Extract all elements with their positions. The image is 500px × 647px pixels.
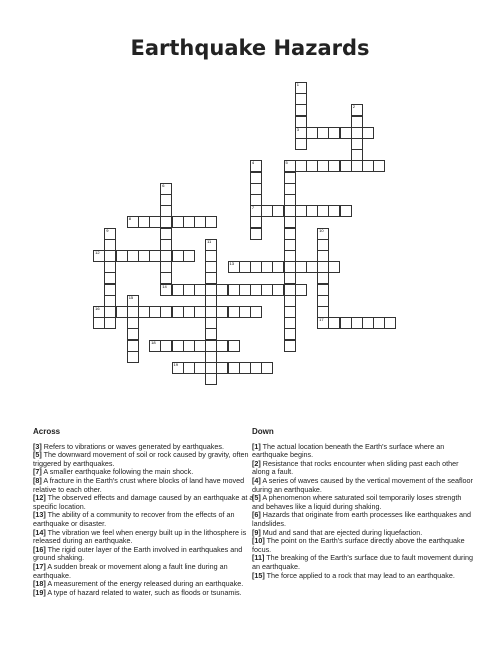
crossword-cell[interactable] — [351, 160, 363, 172]
crossword-cell[interactable] — [127, 328, 139, 340]
clue-number: [3] — [33, 441, 42, 451]
clue-number-label: 12 — [95, 249, 100, 255]
clue-number-label: 14 — [162, 283, 167, 289]
crossword-cell[interactable] — [384, 317, 396, 329]
clue-number: [16] — [33, 544, 46, 554]
crossword-cell[interactable] — [284, 317, 296, 329]
crossword-cell[interactable] — [104, 272, 116, 284]
crossword-cell[interactable] — [284, 250, 296, 262]
crossword-cell[interactable] — [362, 317, 374, 329]
clue-text: A type of hazard related to water, such as floods or tsunamis. — [47, 587, 242, 597]
clue-number-label: 2 — [352, 104, 355, 110]
crossword-cell[interactable] — [228, 284, 240, 296]
clue-text: Mud and sand that are ejected during liquefaction. — [262, 527, 423, 537]
across-clues — [33, 428, 258, 597]
crossword-cell[interactable] — [183, 340, 195, 352]
crossword-cell[interactable] — [340, 317, 352, 329]
clue-number-label: 17 — [319, 317, 324, 323]
crossword-cell[interactable] — [138, 216, 150, 228]
crossword-cell[interactable] — [205, 261, 217, 273]
clue-text: Hazards that originate from earth processes like earthquakes and landslides. — [252, 510, 471, 528]
crossword-cell[interactable] — [261, 284, 273, 296]
clue-number-label: 13 — [229, 261, 234, 267]
crossword-cell[interactable] — [127, 351, 139, 363]
clue-item — [33, 546, 258, 563]
clue-number-label: 5 — [285, 160, 288, 166]
crossword-cell[interactable] — [317, 205, 329, 217]
clue-number: [19] — [33, 587, 46, 597]
crossword-cell[interactable] — [295, 116, 307, 128]
clue-number-label: 4 — [251, 160, 255, 166]
crossword-cell[interactable] — [216, 340, 228, 352]
crossword-cell[interactable] — [295, 261, 307, 273]
crossword-cell[interactable] — [160, 306, 172, 318]
crossword-cell[interactable] — [194, 362, 206, 374]
crossword-cell[interactable] — [351, 104, 363, 116]
crossword-cell[interactable] — [272, 261, 284, 273]
crossword-cell[interactable] — [295, 205, 307, 217]
crossword-cell[interactable] — [149, 250, 161, 262]
crossword-cell[interactable] — [351, 138, 363, 150]
clue-number: [14] — [33, 527, 46, 537]
crossword-cell[interactable] — [284, 328, 296, 340]
crossword-cell[interactable] — [104, 284, 116, 296]
crossword-cell[interactable] — [160, 205, 172, 217]
clue-number: [6] — [252, 510, 261, 520]
crossword-cell[interactable] — [172, 340, 184, 352]
clue-item — [33, 451, 258, 468]
crossword-cell[interactable] — [127, 317, 139, 329]
clue-number: [5] — [33, 450, 42, 460]
clue-text: The point on the Earth's surface directly above the earthquake focus. — [252, 536, 465, 554]
clue-text: A fracture in the Earth's crust where blocks of land have moved relative to each other. — [33, 475, 245, 494]
crossword-cell[interactable] — [216, 362, 228, 374]
crossword-cell[interactable] — [272, 205, 284, 217]
crossword-cell[interactable] — [351, 149, 363, 161]
crossword-cell[interactable] — [373, 160, 385, 172]
crossword-cell[interactable] — [306, 160, 318, 172]
clue-text: The actual location beneath the Earth's surface where an earthquake begins. — [252, 441, 445, 460]
crossword-cell[interactable] — [228, 261, 240, 273]
crossword-cell[interactable] — [328, 160, 340, 172]
clue-text: The ability of a community to recover from the effects of an earthquake or disaster. — [33, 510, 235, 528]
crossword-cell[interactable] — [295, 127, 307, 139]
crossword-cell[interactable] — [127, 340, 139, 352]
clue-number: [9] — [252, 527, 261, 537]
crossword-cell[interactable] — [183, 306, 195, 318]
down-heading: Down — [252, 427, 274, 436]
crossword-cell[interactable] — [205, 216, 217, 228]
crossword-cell[interactable] — [284, 194, 296, 206]
crossword-cell[interactable] — [295, 160, 307, 172]
clue-item — [33, 529, 258, 546]
crossword-cell[interactable] — [228, 362, 240, 374]
clue-number-label: 16 — [95, 305, 100, 311]
clue-number: [18] — [33, 579, 46, 589]
crossword-cell[interactable] — [351, 127, 363, 139]
crossword-cell[interactable] — [317, 295, 329, 307]
crossword-cell[interactable] — [172, 306, 184, 318]
crossword-cell[interactable] — [317, 239, 329, 251]
crossword-cell[interactable] — [272, 284, 284, 296]
crossword-cell[interactable] — [205, 284, 217, 296]
clue-number-label: 18 — [151, 339, 156, 345]
crossword-cell[interactable] — [104, 295, 116, 307]
clue-number-label: 19 — [173, 361, 178, 367]
crossword-cell[interactable] — [228, 340, 240, 352]
page-title: Earthquake Hazards — [130, 36, 370, 60]
across-clue-list — [33, 443, 258, 598]
crossword-cell[interactable] — [116, 306, 128, 318]
crossword-cell[interactable] — [317, 250, 329, 262]
clue-number: [7] — [33, 467, 42, 477]
crossword-cell[interactable] — [295, 93, 307, 105]
crossword-cell[interactable] — [160, 183, 172, 195]
clue-number: [13] — [33, 510, 46, 520]
crossword-cell[interactable] — [205, 272, 217, 284]
clue-item — [252, 537, 474, 554]
crossword-cell[interactable] — [160, 250, 172, 262]
clue-number-label: 3 — [296, 126, 299, 132]
crossword-cell[interactable] — [160, 228, 172, 240]
crossword-cell[interactable] — [239, 306, 251, 318]
crossword-cell[interactable] — [340, 127, 352, 139]
crossword-cell[interactable] — [317, 306, 329, 318]
crossword-cell[interactable] — [351, 317, 363, 329]
crossword-cell[interactable] — [216, 306, 228, 318]
clue-number: [12] — [33, 493, 46, 503]
crossword-cell[interactable] — [250, 261, 262, 273]
crossword-cell[interactable] — [205, 328, 217, 340]
crossword-cell[interactable] — [284, 340, 296, 352]
clue-item — [252, 572, 474, 581]
crossword-cell[interactable] — [284, 306, 296, 318]
crossword-cell[interactable] — [351, 116, 363, 128]
crossword-cell[interactable] — [183, 250, 195, 262]
clue-item — [33, 563, 258, 580]
crossword-cell[interactable] — [239, 261, 251, 273]
clue-text: A sudden break or movement along a fault line during an earthquake. — [33, 561, 228, 580]
across-heading: Across — [33, 427, 61, 436]
crossword-cell[interactable] — [295, 104, 307, 116]
clue-number-label: 15 — [128, 294, 134, 300]
crossword-cell[interactable] — [104, 317, 116, 329]
crossword-cell[interactable] — [160, 284, 172, 296]
crossword-cell[interactable] — [295, 82, 307, 94]
crossword-cell[interactable] — [205, 351, 217, 363]
crossword-cell[interactable] — [250, 183, 262, 195]
crossword-cell[interactable] — [261, 261, 273, 273]
crossword-cell[interactable] — [149, 340, 161, 352]
clue-number-label: 6 — [162, 182, 165, 188]
crossword-cell[interactable] — [250, 362, 262, 374]
clue-text: A series of waves caused by the vertical movement of the seafloor during an earthquake. — [252, 475, 473, 494]
clue-text: The force applied to a rock that may lead to an earthquake. — [266, 570, 455, 580]
crossword-cell[interactable] — [317, 127, 329, 139]
crossword-cell[interactable] — [205, 362, 217, 374]
crossword-cell[interactable] — [284, 272, 296, 284]
clue-text: The observed effects and damage caused by an earthquake at a specific location. — [33, 493, 254, 511]
crossword-cell[interactable] — [239, 284, 251, 296]
crossword-cell[interactable] — [284, 205, 296, 217]
crossword-cell[interactable] — [340, 205, 352, 217]
crossword-cell[interactable] — [362, 127, 374, 139]
clue-item — [252, 494, 474, 511]
crossword-cell[interactable] — [340, 160, 352, 172]
crossword-cell[interactable] — [138, 306, 150, 318]
crossword-cell[interactable] — [250, 160, 262, 172]
crossword-cell[interactable] — [160, 194, 172, 206]
crossword-cell[interactable] — [317, 272, 329, 284]
crossword-cell[interactable] — [306, 261, 318, 273]
clue-number: [11] — [252, 553, 265, 563]
crossword-cell[interactable] — [205, 250, 217, 262]
crossword-cell[interactable] — [250, 194, 262, 206]
crossword-cell[interactable] — [127, 306, 139, 318]
crossword-cell[interactable] — [183, 216, 195, 228]
crossword-cell[interactable] — [205, 239, 217, 251]
crossword-cell[interactable] — [328, 127, 340, 139]
clue-number-label: 7 — [251, 205, 255, 211]
clue-text: Refers to vibrations or waves generated by earthquakes. — [43, 441, 224, 451]
crossword-cell[interactable] — [104, 261, 116, 273]
crossword-cell[interactable] — [127, 295, 139, 307]
crossword-cell[interactable] — [104, 228, 116, 240]
clue-text: The rigid outer layer of the Earth involved in earthquakes and ground shaking. — [33, 544, 243, 563]
crossword-cell[interactable] — [228, 306, 240, 318]
clue-number: [15] — [252, 570, 265, 580]
crossword-cell[interactable] — [284, 284, 296, 296]
crossword-cell[interactable] — [284, 172, 296, 184]
crossword-cell[interactable] — [160, 239, 172, 251]
crossword-cell[interactable] — [149, 306, 161, 318]
crossword-cell[interactable] — [183, 284, 195, 296]
crossword-cell[interactable] — [104, 239, 116, 251]
crossword-cell[interactable] — [317, 317, 329, 329]
clue-text: The downward movement of soil or rock caused by gravity, often triggered by earthquakes. — [33, 450, 249, 468]
crossword-cell[interactable] — [284, 261, 296, 273]
crossword-cell[interactable] — [261, 205, 273, 217]
clue-number-label: 11 — [207, 238, 212, 244]
crossword-cell[interactable] — [194, 306, 206, 318]
clue-item — [33, 511, 258, 528]
clue-item — [252, 460, 474, 477]
clue-item — [252, 511, 474, 528]
clue-item — [252, 477, 474, 494]
clue-number: [10] — [252, 536, 265, 546]
crossword-cell[interactable] — [160, 216, 172, 228]
crossword-cell[interactable] — [205, 317, 217, 329]
clue-number: [1] — [252, 441, 261, 451]
crossword-cell[interactable] — [284, 295, 296, 307]
clue-item — [252, 554, 474, 571]
crossword-cell[interactable] — [104, 250, 116, 262]
crossword-cell[interactable] — [373, 317, 385, 329]
crossword-cell[interactable] — [295, 284, 307, 296]
clue-number-label: 9 — [106, 227, 109, 233]
crossword-cell[interactable] — [104, 306, 116, 318]
crossword-cell[interactable] — [250, 228, 262, 240]
down-clue-list — [252, 443, 474, 581]
clue-number-label: 8 — [128, 216, 131, 222]
crossword-cell[interactable] — [317, 228, 329, 240]
crossword-cell[interactable] — [160, 340, 172, 352]
clue-number: [2] — [252, 458, 261, 468]
clue-number: [5] — [252, 493, 261, 503]
clue-item — [33, 477, 258, 494]
crossword-cell[interactable] — [216, 284, 228, 296]
clue-number-label: 1 — [296, 81, 299, 87]
crossword-cell[interactable] — [127, 216, 139, 228]
crossword-cell[interactable] — [362, 160, 374, 172]
crossword-cell[interactable] — [138, 250, 150, 262]
clue-text: Resistance that rocks encounter when sliding past each other along a fault. — [252, 458, 459, 477]
crossword-cell[interactable] — [250, 205, 262, 217]
clue-text: The breaking of the Earth's surface due to fault movement during an earthquake. — [252, 553, 473, 571]
crossword-cell[interactable] — [250, 216, 262, 228]
crossword-cell[interactable] — [149, 216, 161, 228]
clue-text: A phenomenon where saturated soil temporarily loses strength and behaves like a liquid during shaking. — [252, 493, 462, 511]
crossword-cell[interactable] — [194, 284, 206, 296]
crossword-cell[interactable] — [205, 295, 217, 307]
crossword-cell[interactable] — [250, 306, 262, 318]
clue-number-label: 10 — [319, 227, 324, 233]
crossword-cell[interactable] — [93, 317, 105, 329]
crossword-cell[interactable] — [93, 250, 105, 262]
crossword-cell[interactable] — [328, 205, 340, 217]
crossword-cell[interactable] — [328, 261, 340, 273]
crossword-cell[interactable] — [205, 373, 217, 385]
crossword-cell[interactable] — [172, 216, 184, 228]
crossword-cell[interactable] — [317, 284, 329, 296]
crossword-cell[interactable] — [295, 138, 307, 150]
clue-item — [33, 589, 258, 598]
crossword-cell[interactable] — [284, 239, 296, 251]
crossword-cell[interactable] — [306, 127, 318, 139]
crossword-cell[interactable] — [284, 216, 296, 228]
crossword-cell[interactable] — [284, 160, 296, 172]
crossword-cell[interactable] — [284, 183, 296, 195]
clue-text: A smaller earthquake following the main shock. — [43, 467, 194, 477]
crossword-cell[interactable] — [172, 250, 184, 262]
crossword-cell[interactable] — [328, 317, 340, 329]
clue-item — [252, 443, 474, 460]
crossword-cell[interactable] — [205, 306, 217, 318]
crossword-cell[interactable] — [317, 160, 329, 172]
crossword-cell[interactable] — [261, 362, 273, 374]
crossword-cell[interactable] — [239, 362, 251, 374]
crossword-cell[interactable] — [183, 362, 195, 374]
crossword-cell[interactable] — [160, 261, 172, 273]
clue-number: [4] — [252, 475, 261, 485]
crossword-cell[interactable] — [317, 261, 329, 273]
crossword-cell[interactable] — [116, 250, 128, 262]
crossword-cell[interactable] — [284, 228, 296, 240]
clue-number: [8] — [33, 475, 42, 485]
crossword-cell[interactable] — [172, 362, 184, 374]
crossword-cell[interactable] — [250, 172, 262, 184]
clue-text: The vibration we feel when energy built up in the lithosphere is released during an earthquake. — [33, 527, 247, 546]
crossword-cell[interactable] — [160, 272, 172, 284]
crossword-cell[interactable] — [306, 205, 318, 217]
clue-text: A measurement of the energy released during an earthquake. — [47, 579, 244, 589]
crossword-cell[interactable] — [194, 340, 206, 352]
crossword-cell[interactable] — [172, 284, 184, 296]
crossword-cell[interactable] — [250, 284, 262, 296]
crossword-cell[interactable] — [205, 340, 217, 352]
crossword-cell[interactable] — [127, 250, 139, 262]
crossword-cell[interactable] — [194, 216, 206, 228]
clue-item — [33, 494, 258, 511]
down-clues — [252, 428, 474, 580]
clue-number: [17] — [33, 561, 46, 571]
crossword-cell[interactable] — [93, 306, 105, 318]
